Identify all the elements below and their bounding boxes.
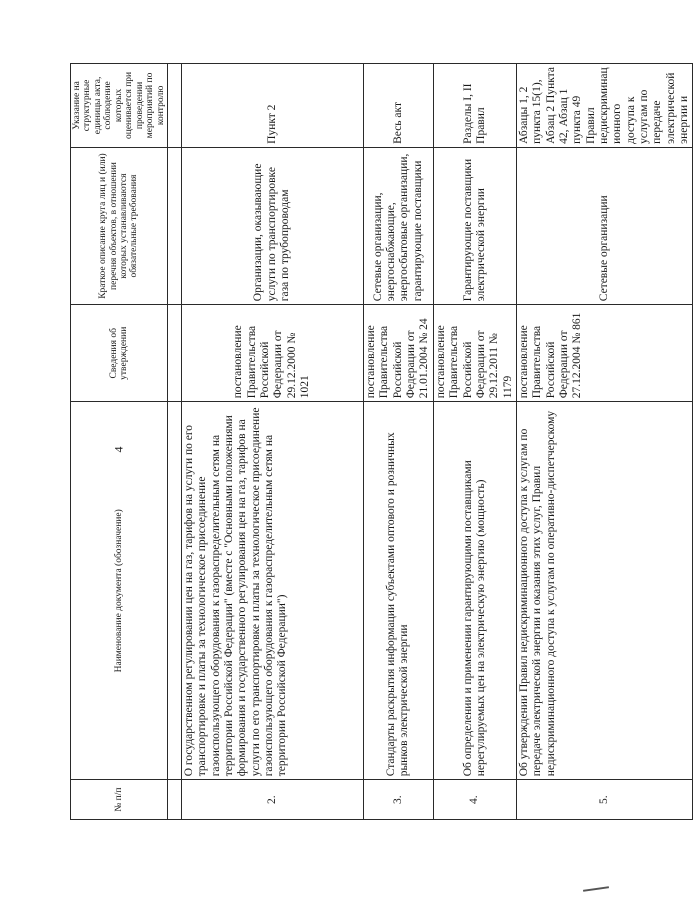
structural-units: Пункт 2: [181, 64, 363, 148]
rotated-table-container: [70, 63, 690, 820]
page-number: 4: [111, 446, 126, 453]
header-num: № п/п: [71, 780, 168, 820]
scope-description: Сетевые организации, энергоснабжающие, энергосбытовые организации, гарантирующие поставщики: [363, 147, 433, 304]
scope-description: Гарантирующие поставщики электрической энергии: [433, 147, 516, 304]
row-number: 2.: [181, 780, 363, 820]
structural-units: Весь акт: [363, 64, 433, 148]
pen-mark: [583, 886, 609, 892]
document-name: Стандарты раскрытия информации субъектами оптового и розничных рынков электрической энергии: [363, 402, 433, 780]
row-number: 3.: [363, 780, 433, 820]
table-row: [181, 64, 363, 820]
approval-info: постановление Правительства Российской Федерации от 27.12.2004 № 861: [516, 305, 692, 402]
approval-info: постановление Правительства Российской Федерации от 29.12.2000 № 1021: [181, 305, 363, 402]
header-units: Указание на структурные единицы акта, соблюдение которых оценивается при проведении мероприятий по контролю: [71, 64, 168, 148]
table-row: [433, 64, 516, 820]
scope-description: Сетевые организации: [516, 147, 692, 304]
approval-info: постановление Правительства Российской Федерации от 21.01.2004 № 24: [363, 305, 433, 402]
requirements-table: [70, 63, 693, 820]
table-row: [363, 64, 433, 820]
header-scope: Краткое описание круга лиц и (или) перечня объектов, в отношении которых устанавливаются обязательные требования: [71, 147, 168, 304]
row-number: 4.: [433, 780, 516, 820]
document-name: О государственном регулировании цен на газ, тарифов на услуги по его транспортировке и платы за технологическое присоединение газоиспользующего оборудования к газораспределительным сетям на территории Российской Федерации" (вместе с "Основными положениями формирования и государственного регулирования цен на газ, тарифов на услуги по его транспортировке и платы за технологическое присоединение газоиспользующего оборудования к газораспределительным сетям на территории Российской Федерации"): [181, 402, 363, 780]
structural-units: Абзацы 1, 2 пункта 15(1), Абзац 2 Пункта 42, Абзац 1 пункта 49 Правил недискриминационного доступа к услугам по передаче электрической энергии и: [516, 64, 692, 148]
header-row: [71, 64, 168, 820]
header-approval: Сведения об утверждении: [71, 305, 168, 402]
structural-units: Разделы I, II Правил: [433, 64, 516, 148]
column-number-row: [167, 64, 181, 820]
document-name: Об определении и применении гарантирующими поставщиками нерегулируемых цен на электрическую энергию (мощность): [433, 402, 516, 780]
header-name: Наименование документа (обозначение): [71, 402, 168, 780]
approval-info: постановление Правительства Российской Федерации от 29.12.2011 № 1179: [433, 305, 516, 402]
document-name: Об утверждении Правил недискриминационного доступа к услугам по передаче электрической энергии и оказания этих услуг, Правил недискриминационного доступа к услугам по оперативно-диспетчерскому: [516, 402, 692, 780]
scope-description: Организации, оказывающие услуги по транспортировке газа по трубопроводам: [181, 147, 363, 304]
row-number: 5.: [516, 780, 692, 820]
table-row: [516, 64, 692, 820]
